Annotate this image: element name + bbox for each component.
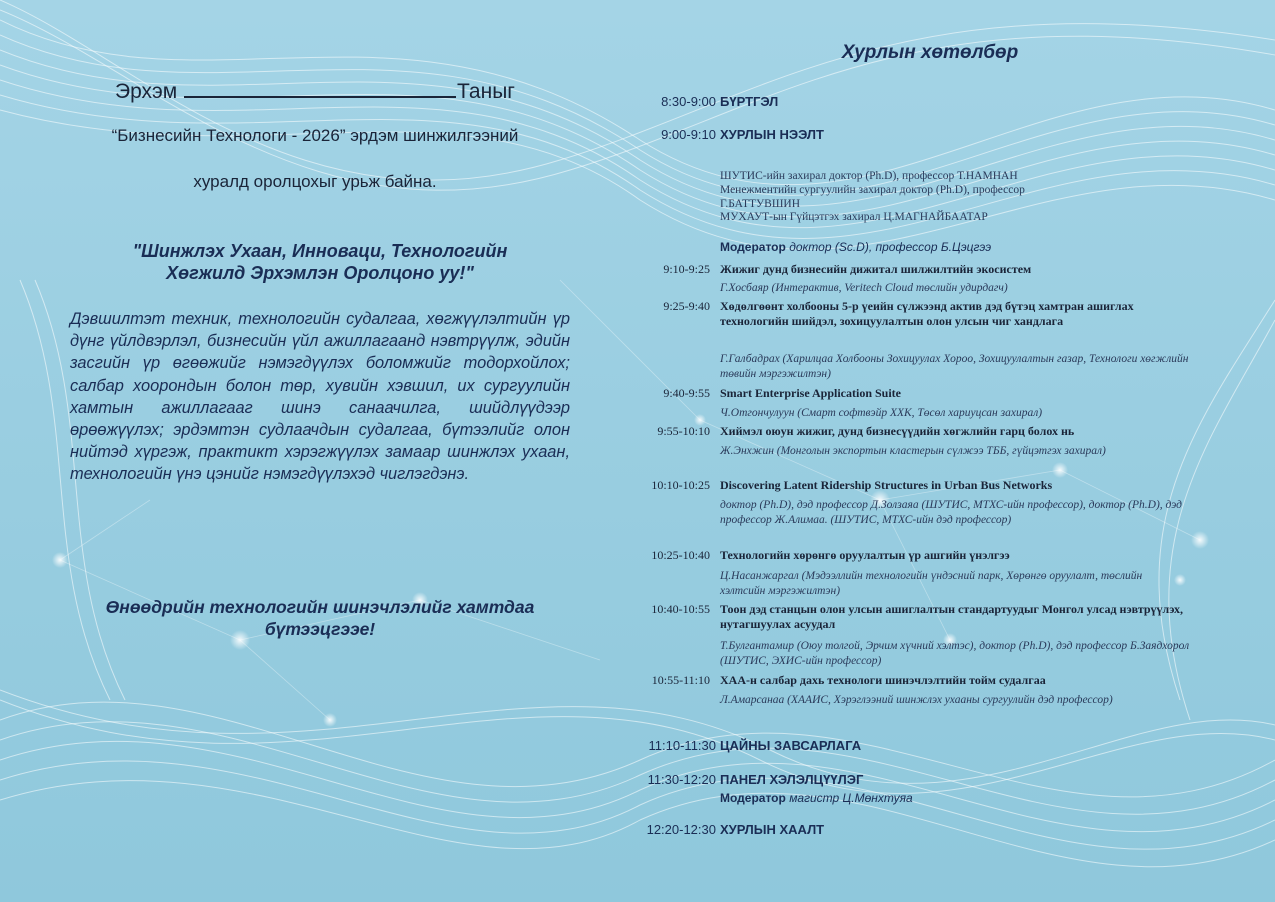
speaker-line: МУХАУТ-ын Гүйцэтгэх захирал Ц.МАГНАЙБААТАР (720, 211, 988, 224)
session-title: Smart Enterprise Application Suite (720, 386, 902, 400)
speaker-line: Г.БАТТУВШИН (720, 197, 801, 210)
moderator-line (720, 240, 991, 254)
time: 9:00-9:10 (661, 127, 716, 142)
closing-slogan (70, 596, 570, 640)
session-speaker: доктор (Ph.D), дэд профессор Д.Золзаяа (ШУТИС, МТХС-ийн профессор), доктор (Ph.D), дэд профессор Ж.Алимаа. (ШУТИС, МТХС-ийн дэд профессор) (720, 499, 1182, 526)
session-time: 10:55-11:10 (651, 673, 710, 687)
session-speaker: Г.Хосбаяр (Интерактив, Veritech Cloud төслийн удирдагч) (720, 282, 1008, 294)
speaker-line: Менежментийн сургуулийн захирал доктор (Ph.D), профессор (720, 183, 1025, 196)
session-title: Тоон дэд станцын олон улсын ашиглалтын стандартуудыг Монгол улсад нэвтрүүлэх, нутагшуулах асуудал (720, 602, 1183, 631)
program-row-panel (630, 772, 863, 787)
session-title: Технологийн хөрөнгө оруулалтын үр ашгийн үнэлгээ (720, 548, 1010, 562)
invitation-page (0, 0, 630, 902)
session-time: 10:40-10:55 (651, 602, 710, 616)
program-page (630, 0, 1275, 902)
session-time: 10:10-10:25 (651, 478, 710, 492)
opening-speakers (720, 170, 1190, 225)
session-speaker: Ж.Энхжин (Монголын экспортын кластерын сүлжээ ТББ, гүйцэтгэх захирал) (720, 445, 1106, 457)
slogan (70, 240, 570, 284)
greeting-word: Эрхэм (115, 80, 178, 103)
program-row-closing (630, 822, 824, 837)
session-time: 9:10-9:25 (663, 262, 710, 276)
conference-line: “Бизнесийн Технологи - 2026” эрдэм шинжилгээний (111, 126, 519, 145)
label: ПАНЕЛ ХЭЛЭЛЦҮҮЛЭГ (720, 772, 864, 787)
program-row-coffee-break (630, 738, 861, 753)
time: 11:10-11:30 (648, 738, 716, 753)
label: ЦАЙНЫ ЗАВСАРЛАГА (720, 738, 862, 753)
moderator-name: магистр Ц.Мөнхтуяа (789, 791, 913, 805)
label: БҮРТГЭЛ (720, 94, 779, 109)
session-time: 9:40-9:55 (663, 386, 710, 400)
moderator-label: Модератор (720, 791, 786, 805)
label: ХУРЛЫН ХААЛТ (720, 822, 825, 837)
slogan-line-1: "Шинжлэх Ухаан, Инноваци, Технологийн (132, 241, 508, 261)
program-row-opening (630, 127, 824, 142)
moderator-name: доктор (Sc.D), профессор Б.Цэцгээ (789, 240, 992, 254)
session-time: 10:25-10:40 (651, 548, 710, 562)
session-speaker: Т.Булгантамир (Оюу толгой, Эрчим хүчний хэлтэс), доктор (Ph.D), дэд профессор Б.Заядхорол (ШУТИС, ЭХИС-ийн профессор) (720, 640, 1190, 667)
panel-moderator-line (720, 791, 913, 805)
slogan-line-2: Хөгжилд Эрхэмлэн Оролцоно уу!" (166, 263, 474, 283)
session-title: ХАА-н салбар дахь технологи шинэчлэлтийн тойм судалгаа (720, 673, 1046, 687)
closing-line-1: Өнөөдрийн технологийн шинэчлэлийг хамтдаа (105, 597, 535, 617)
session-title: Хөдөлгөөнт холбооны 5-р үеийн сүлжээнд актив дэд бүтэц хамтран ашиглах технологийн шийдэл, зохицуулалтын олон улсын чиг хандлага (720, 299, 1134, 328)
session-speaker: Ц.Насанжаргал (Мэдээллийн технологийн үндэсний парк, Хөрөнгө оруулалт, төслийн хэлтсийн мэргэжилтэн) (720, 570, 1143, 597)
closing-line-2: бүтээцгээе! (264, 619, 376, 639)
session-time: 9:25-9:40 (663, 299, 710, 313)
time: 12:20-12:30 (646, 822, 716, 837)
invitation-body: Дэвшилтэт техник, технологийн судалгаа, хөгжүүлэлтийн үр дүнг үйлдвэрлэл, бизнесийн үйл ажиллагаанд нэвтрүүлж, эдийн засгийн үр өгөөжийг нэмэгдүүлэх боломжийг тодорхойлох; салбар хоорондын болон төр, хувийн хэвшил, их сургуулийн хамтын ажиллагааг шинэ санаачилга, шийдлүүдээр өрөөжүүлэх; эрдэмтэн судлаачдын судалгаа, бүтээлийг олон нийтэд хүргэж, практикт хэрэгжүүлэх замаар шинжлэх ухаан, технологийн үнэ цэнийг нэмэгдүүлэхэд чиглэгдэнэ. (70, 310, 570, 484)
session-speaker: Ч.Отгончулуун (Смарт софтвэйр ХХК, Төсөл хариуцсан захирал) (720, 407, 1043, 419)
greeting-suffix: Таныг (457, 80, 515, 103)
session-time: 9:55-10:10 (657, 424, 710, 438)
program-row-registration (630, 94, 778, 109)
invite-line: хуралд оролцохыг урьж байна. (193, 172, 437, 191)
time: 11:30-12:20 (647, 772, 716, 787)
name-blank (184, 76, 456, 98)
speaker-line: ШУТИС-ийн захирал доктор (Ph.D), профессор Т.НАМНАН (720, 170, 1018, 182)
time: 8:30-9:00 (661, 94, 716, 109)
moderator-label: Модератор (720, 240, 786, 254)
session-title: Жижиг дунд бизнесийн дижитал шилжилтийн экосистем (720, 262, 1032, 276)
session-speaker: Г.Галбадрах (Харилцаа Холбооны Зохицуулах Хороо, Зохицуулалтын газар, Технологи хөгжлийн төвийн мэргэжилтэн) (720, 353, 1189, 380)
session-title: Хиймэл оюун жижиг, дунд бизнесүүдийн хөгжлийн гарц болох нь (720, 424, 1075, 438)
session-title: Discovering Latent Ridership Structures in Urban Bus Networks (720, 478, 1053, 492)
label: ХУРЛЫН НЭЭЛТ (720, 127, 824, 142)
session-speaker: Л.Амарсанаа (ХААИС, Хэрэглээний шинжлэх ухааны сургуулийн дэд профессор) (720, 694, 1113, 706)
greeting-line (115, 76, 515, 104)
program-title: Хурлын хөтөлбөр (841, 42, 1019, 63)
